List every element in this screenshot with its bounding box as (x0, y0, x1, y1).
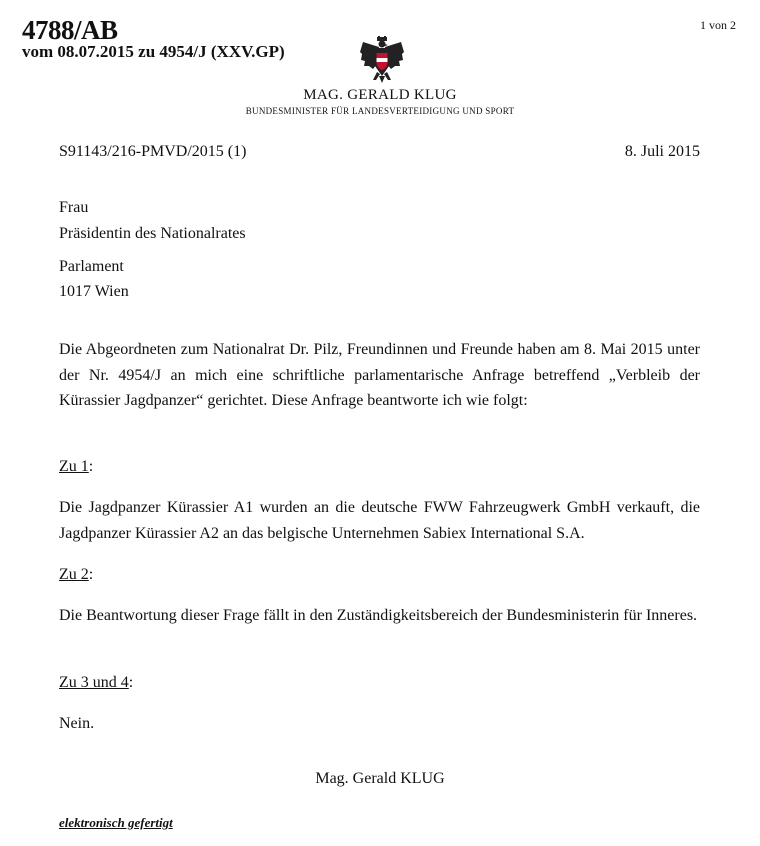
answer-text-3: Nein. (59, 715, 95, 732)
signature: Mag. Gerald KLUG (315, 770, 445, 787)
recipient-city: 1017 Wien (59, 283, 129, 300)
minister-name: MAG. GERALD KLUG (303, 87, 457, 103)
recipient-org: Parlament (59, 258, 124, 275)
answer-text-2: Die Beantwortung dieser Frage fällt in den Zuständigkeitsbereich der Bundesministerin für Inneres. (59, 607, 698, 624)
signature-note: elektronisch gefertigt (59, 815, 173, 830)
document-reference: vom 08.07.2015 zu 4954/J (XXV.GP) (22, 42, 285, 61)
answer-heading-2: Zu 2: (59, 566, 94, 583)
recipient-salutation: Frau (59, 199, 89, 216)
document-number: 4788/AB (22, 15, 118, 45)
file-number: S91143/216-PMVD/2015 (1) (59, 143, 247, 160)
intro-paragraph: Die Abgeordneten zum Nationalrat Dr. Pilz, Freundinnen und Freunde haben am 8. Mai 2015 unter der Nr. 4954/J an mich eine schriftliche parlamentarische Anfrage betreffend „Verbleib der Kürassier Jagdpanzer“ gerichtet. Diese Anfrage beantworte ich wie folgt: (59, 341, 700, 409)
recipient-title: Präsidentin des Nationalrates (59, 225, 246, 242)
page-number: 1 von 2 (700, 18, 736, 32)
answer-text-1: Die Jagdpanzer Kürassier A1 wurden an die deutsche FWW Fahrzeugwerk GmbH verkauft, die Jagdpanzer Kürassier A2 an das belgische Unternehmen Sabiex International S.A. (59, 499, 700, 542)
austrian-eagle-icon (359, 36, 405, 84)
answer-heading-1: Zu 1: (59, 458, 94, 475)
ministry-name: BUNDESMINISTER FÜR LANDESVERTEIDIGUNG UND SPORT (245, 106, 515, 116)
letter-date: 8. Juli 2015 (624, 143, 700, 160)
answer-heading-3: Zu 3 und 4: (59, 674, 134, 691)
